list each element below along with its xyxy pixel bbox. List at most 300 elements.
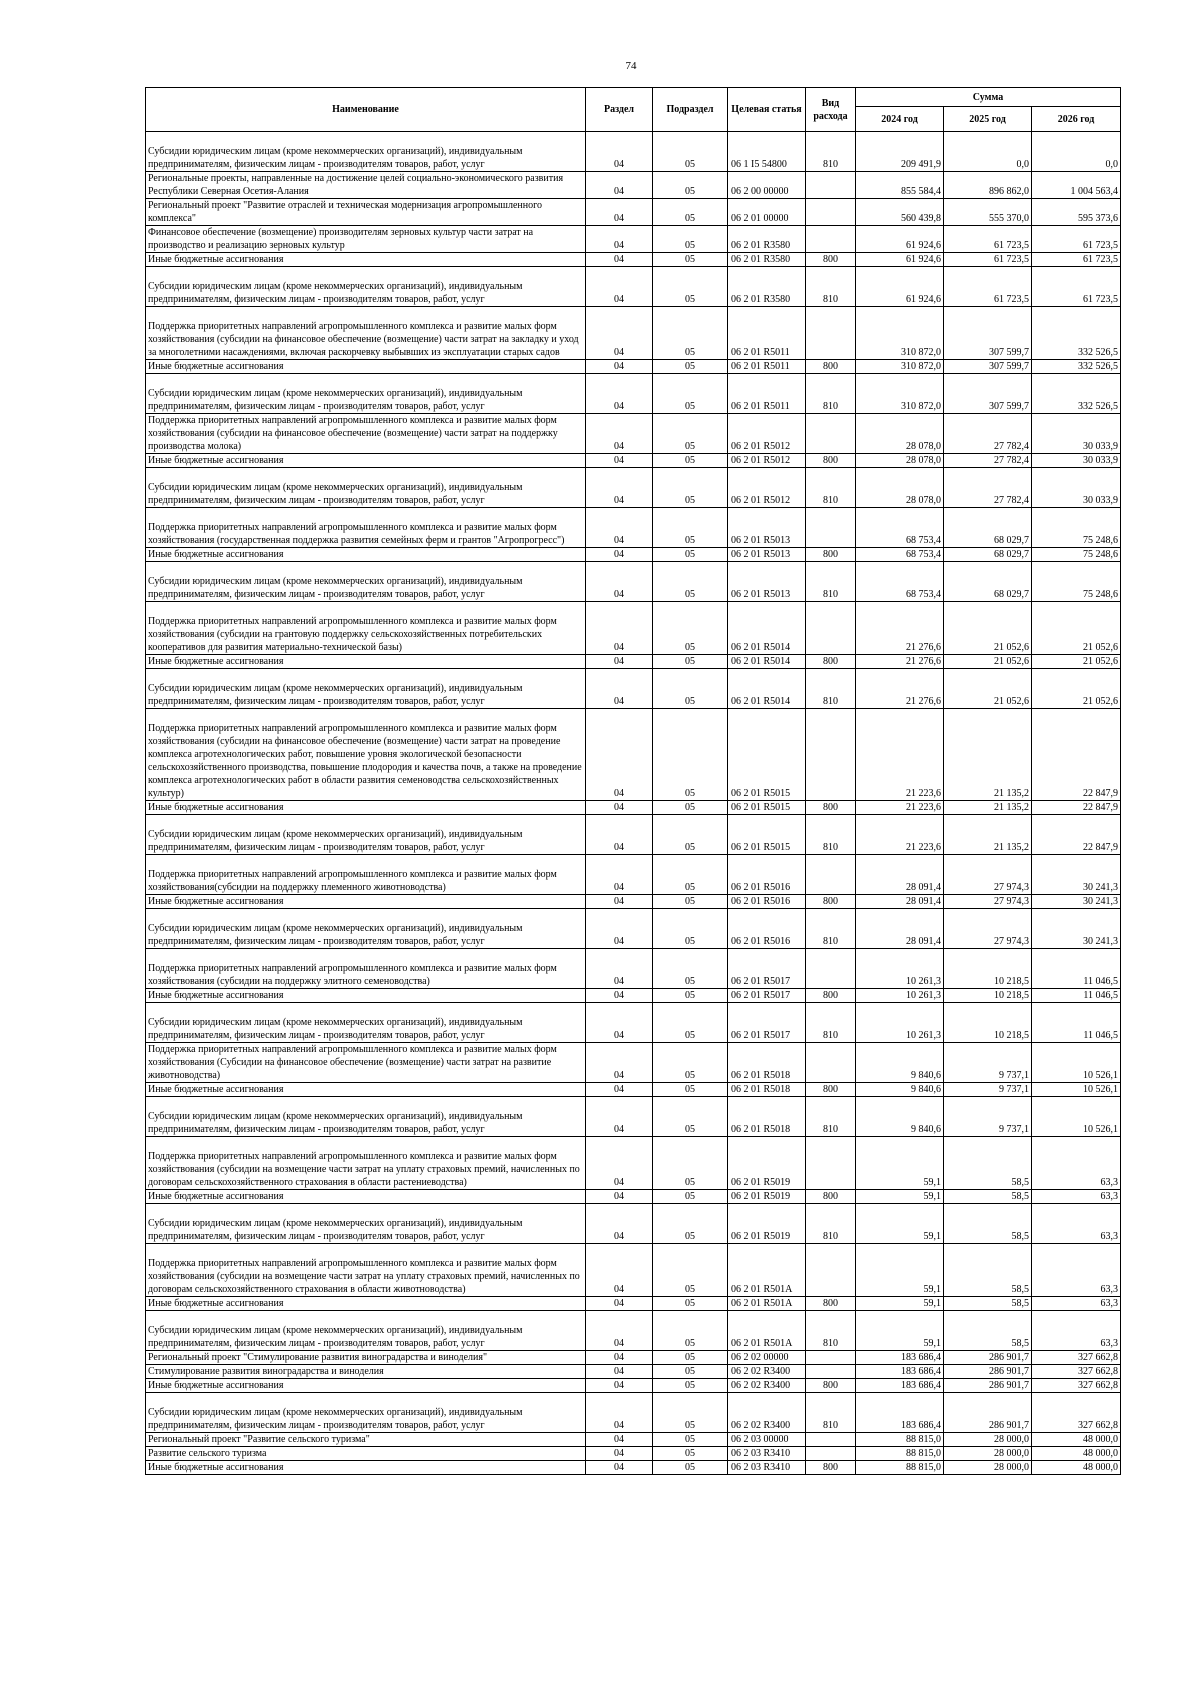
row-kind: 800 [806,1461,856,1475]
row-section: 04 [586,895,653,909]
table-row [146,1083,1121,1097]
row-section: 04 [586,1365,653,1379]
row-target: 06 2 01 R5015 [728,815,806,855]
row-section: 04 [586,132,653,172]
row-sum-2026: 21 052,6 [1032,655,1121,669]
row-name: Иные бюджетные ассигнования [146,1297,586,1311]
table-row [146,454,1121,468]
row-section: 04 [586,949,653,989]
row-subsection: 05 [653,1433,728,1447]
row-subsection: 05 [653,374,728,414]
row-sum-2026: 10 526,1 [1032,1043,1121,1083]
row-section: 04 [586,815,653,855]
row-target: 06 2 01 R5013 [728,562,806,602]
row-section: 04 [586,909,653,949]
row-sum-2026: 10 526,1 [1032,1083,1121,1097]
budget-table [145,87,1121,1475]
row-kind [806,414,856,454]
row-sum-2024: 68 753,4 [856,562,944,602]
row-target: 06 2 01 R5018 [728,1097,806,1137]
row-target: 06 2 01 R5013 [728,548,806,562]
table-row [146,1447,1121,1461]
row-sum-2026: 21 052,6 [1032,602,1121,655]
row-kind [806,307,856,360]
row-sum-2025: 27 974,3 [944,895,1032,909]
row-subsection: 05 [653,709,728,801]
row-subsection: 05 [653,1003,728,1043]
row-sum-2026: 0,0 [1032,132,1121,172]
row-kind: 810 [806,562,856,602]
row-sum-2026: 11 046,5 [1032,949,1121,989]
row-subsection: 05 [653,548,728,562]
row-target: 06 2 01 R5016 [728,895,806,909]
row-target: 06 1 I5 54800 [728,132,806,172]
row-section: 04 [586,360,653,374]
row-target: 06 2 01 R5016 [728,855,806,895]
row-kind: 810 [806,1097,856,1137]
row-sum-2026: 1 004 563,4 [1032,172,1121,199]
table-row [146,1043,1121,1083]
row-sum-2025: 68 029,7 [944,562,1032,602]
row-section: 04 [586,1097,653,1137]
row-sum-2024: 183 686,4 [856,1393,944,1433]
row-kind: 800 [806,655,856,669]
row-name: Региональный проект "Стимулирование развития виноградарства и виноделия" [146,1351,586,1365]
row-kind [806,1351,856,1365]
row-name: Региональные проекты, направленные на достижение целей социально-экономического развития Республики Северная Осетия-Алания [146,172,586,199]
row-sum-2024: 183 686,4 [856,1379,944,1393]
row-sum-2026: 21 052,6 [1032,669,1121,709]
table-row [146,1297,1121,1311]
row-name: Стимулирование развития виноградарства и виноделия [146,1365,586,1379]
table-row [146,1204,1121,1244]
row-target: 06 2 01 R501A [728,1311,806,1351]
row-sum-2024: 28 091,4 [856,855,944,895]
table-row [146,548,1121,562]
row-target: 06 2 01 R5011 [728,307,806,360]
row-sum-2026: 63,3 [1032,1311,1121,1351]
row-kind: 810 [806,1393,856,1433]
header-name: Наименование [146,88,586,132]
table-row [146,949,1121,989]
row-name: Региональный проект "Развитие сельского туризма" [146,1433,586,1447]
row-sum-2026: 48 000,0 [1032,1447,1121,1461]
row-target: 06 2 01 R5017 [728,949,806,989]
row-sum-2024: 28 078,0 [856,454,944,468]
row-sum-2024: 310 872,0 [856,307,944,360]
row-sum-2024: 10 261,3 [856,989,944,1003]
row-subsection: 05 [653,226,728,253]
row-target: 06 2 00 00000 [728,172,806,199]
row-kind [806,1244,856,1297]
row-sum-2025: 10 218,5 [944,989,1032,1003]
row-sum-2024: 310 872,0 [856,360,944,374]
row-sum-2025: 27 782,4 [944,414,1032,454]
row-sum-2025: 68 029,7 [944,548,1032,562]
row-name: Иные бюджетные ассигнования [146,454,586,468]
row-subsection: 05 [653,669,728,709]
row-sum-2024: 183 686,4 [856,1351,944,1365]
table-row [146,1097,1121,1137]
row-subsection: 05 [653,1083,728,1097]
row-name: Субсидии юридическим лицам (кроме некоммерческих организаций), индивидуальным предпринимателям, физическим лицам - производителям товаров, работ, услуг [146,815,586,855]
row-target: 06 2 01 R3580 [728,267,806,307]
row-section: 04 [586,801,653,815]
row-sum-2025: 307 599,7 [944,360,1032,374]
row-sum-2024: 9 840,6 [856,1083,944,1097]
table-row [146,172,1121,199]
row-sum-2025: 61 723,5 [944,226,1032,253]
row-sum-2025: 58,5 [944,1244,1032,1297]
row-target: 06 2 01 R5019 [728,1204,806,1244]
row-name: Субсидии юридическим лицам (кроме некоммерческих организаций), индивидуальным предпринимателям, физическим лицам - производителям товаров, работ, услуг [146,267,586,307]
row-kind: 810 [806,1311,856,1351]
row-target: 06 2 01 R5014 [728,669,806,709]
row-kind [806,949,856,989]
row-target: 06 2 03 R3410 [728,1447,806,1461]
row-subsection: 05 [653,1447,728,1461]
row-subsection: 05 [653,1297,728,1311]
row-name: Иные бюджетные ассигнования [146,655,586,669]
row-sum-2026: 63,3 [1032,1297,1121,1311]
row-section: 04 [586,1244,653,1297]
row-section: 04 [586,1461,653,1475]
row-sum-2026: 30 241,3 [1032,855,1121,895]
row-kind [806,172,856,199]
row-target: 06 2 01 R5012 [728,414,806,454]
row-name: Субсидии юридическим лицам (кроме некоммерческих организаций), индивидуальным предпринимателям, физическим лицам - производителям товаров, работ, услуг [146,1097,586,1137]
row-sum-2026: 48 000,0 [1032,1433,1121,1447]
row-name: Региональный проект "Развитие отраслей и техническая модернизация агропромышленного комплекса" [146,199,586,226]
row-sum-2024: 61 924,6 [856,253,944,267]
row-sum-2026: 332 526,5 [1032,307,1121,360]
table-row [146,267,1121,307]
row-kind: 810 [806,1204,856,1244]
row-kind [806,855,856,895]
row-sum-2026: 48 000,0 [1032,1461,1121,1475]
row-sum-2025: 58,5 [944,1137,1032,1190]
row-section: 04 [586,468,653,508]
row-section: 04 [586,1311,653,1351]
table-row [146,307,1121,360]
row-sum-2025: 10 218,5 [944,949,1032,989]
row-section: 04 [586,602,653,655]
row-sum-2024: 183 686,4 [856,1365,944,1379]
header-row [146,88,1121,107]
row-sum-2024: 209 491,9 [856,132,944,172]
row-subsection: 05 [653,1204,728,1244]
header-2024: 2024 год [856,107,944,132]
row-name: Поддержка приоритетных направлений агропромышленного комплекса и развитие малых форм хозяйствования (субсидии на финансовое обеспечение (возмещение) части затрат на проведение комплекса агротехнологических работ, повышение уровня экологической безопасности сельскохозяйственного производства, повышение плодородия и качества почв, а также на проведение комплекса агротехнологических работ в области развития семеноводства сельскохозяйственных культур) [146,709,586,801]
row-target: 06 2 01 R5017 [728,1003,806,1043]
table-row [146,132,1121,172]
row-sum-2026: 75 248,6 [1032,508,1121,548]
row-name: Субсидии юридическим лицам (кроме некоммерческих организаций), индивидуальным предпринимателям, физическим лицам - производителям товаров, работ, услуг [146,132,586,172]
row-sum-2026: 327 662,8 [1032,1365,1121,1379]
table-row [146,1365,1121,1379]
row-subsection: 05 [653,1244,728,1297]
row-kind: 800 [806,360,856,374]
row-sum-2024: 21 276,6 [856,602,944,655]
row-target: 06 2 02 00000 [728,1351,806,1365]
row-subsection: 05 [653,1043,728,1083]
row-kind [806,1447,856,1461]
row-section: 04 [586,1137,653,1190]
row-kind [806,226,856,253]
row-subsection: 05 [653,895,728,909]
row-kind: 810 [806,815,856,855]
page-number: 74 [625,60,637,72]
table-row [146,508,1121,548]
row-section: 04 [586,1351,653,1365]
row-subsection: 05 [653,253,728,267]
row-target: 06 2 01 R5011 [728,360,806,374]
table-row [146,801,1121,815]
table-row [146,360,1121,374]
row-subsection: 05 [653,132,728,172]
row-target: 06 2 01 00000 [728,199,806,226]
header-target: Целевая статья [728,88,806,132]
row-kind: 800 [806,1190,856,1204]
row-name: Поддержка приоритетных направлений агропромышленного комплекса и развитие малых форм хозяйствования (субсидии на грантовую поддержку сельскохозяйственных потребительских кооперативов для развития материально-технической базы) [146,602,586,655]
row-kind [806,1365,856,1379]
row-subsection: 05 [653,949,728,989]
row-name: Субсидии юридическим лицам (кроме некоммерческих организаций), индивидуальным предпринимателям, физическим лицам - производителям товаров, работ, услуг [146,1204,586,1244]
row-sum-2026: 22 847,9 [1032,709,1121,801]
row-sum-2025: 27 782,4 [944,468,1032,508]
row-name: Субсидии юридическим лицам (кроме некоммерческих организаций), индивидуальным предпринимателям, физическим лицам - производителям товаров, работ, услуг [146,669,586,709]
row-kind: 800 [806,1083,856,1097]
row-sum-2024: 9 840,6 [856,1097,944,1137]
row-section: 04 [586,267,653,307]
row-sum-2024: 9 840,6 [856,1043,944,1083]
row-sum-2024: 21 223,6 [856,709,944,801]
row-name: Поддержка приоритетных направлений агропромышленного комплекса и развитие малых форм хозяйствования (Субсидии на финансовое обеспечение (возмещение) части затрат на развитие животноводства) [146,1043,586,1083]
table-row [146,1244,1121,1297]
row-subsection: 05 [653,1190,728,1204]
table-row [146,655,1121,669]
row-sum-2024: 28 091,4 [856,909,944,949]
table-row [146,1433,1121,1447]
table-body [146,132,1121,1475]
table-row [146,855,1121,895]
row-sum-2026: 61 723,5 [1032,226,1121,253]
row-subsection: 05 [653,602,728,655]
row-sum-2026: 63,3 [1032,1190,1121,1204]
row-target: 06 2 03 R3410 [728,1461,806,1475]
row-section: 04 [586,508,653,548]
row-target: 06 2 03 00000 [728,1433,806,1447]
row-sum-2024: 10 261,3 [856,949,944,989]
table-row [146,199,1121,226]
row-sum-2024: 68 753,4 [856,508,944,548]
row-target: 06 2 01 R5019 [728,1190,806,1204]
row-kind [806,602,856,655]
row-sum-2024: 59,1 [856,1204,944,1244]
row-subsection: 05 [653,172,728,199]
row-sum-2026: 63,3 [1032,1137,1121,1190]
row-target: 06 2 01 R5014 [728,655,806,669]
row-sum-2025: 27 974,3 [944,909,1032,949]
row-sum-2025: 286 901,7 [944,1365,1032,1379]
row-name: Поддержка приоритетных направлений агропромышленного комплекса и развитие малых форм хозяйствования (субсидии на поддержку элитного семеноводства) [146,949,586,989]
row-sum-2026: 327 662,8 [1032,1379,1121,1393]
row-sum-2026: 595 373,6 [1032,199,1121,226]
row-sum-2025: 896 862,0 [944,172,1032,199]
row-name: Иные бюджетные ассигнования [146,548,586,562]
row-section: 04 [586,307,653,360]
row-sum-2024: 88 815,0 [856,1433,944,1447]
row-target: 06 2 01 R5015 [728,709,806,801]
row-kind: 810 [806,669,856,709]
row-sum-2025: 27 974,3 [944,855,1032,895]
row-sum-2025: 58,5 [944,1311,1032,1351]
row-section: 04 [586,1393,653,1433]
row-section: 04 [586,374,653,414]
row-section: 04 [586,655,653,669]
row-kind [806,508,856,548]
row-name: Поддержка приоритетных направлений агропромышленного комплекса и развитие малых форм хозяйствования (субсидии на возмещение части затрат на уплату страховых премий, начисленных по договорам сельскохозяйственного страхования в области растениеводства) [146,1137,586,1190]
table-row [146,895,1121,909]
row-subsection: 05 [653,801,728,815]
row-name: Поддержка приоритетных направлений агропромышленного комплекса и развитие малых форм хозяйствования(субсидии на поддержку племенного животноводства) [146,855,586,895]
row-section: 04 [586,1297,653,1311]
row-subsection: 05 [653,1097,728,1137]
row-sum-2024: 59,1 [856,1190,944,1204]
table-row [146,669,1121,709]
row-sum-2025: 9 737,1 [944,1043,1032,1083]
row-kind [806,199,856,226]
row-kind: 810 [806,132,856,172]
row-kind: 810 [806,267,856,307]
row-name: Иные бюджетные ассигнования [146,253,586,267]
row-subsection: 05 [653,360,728,374]
row-subsection: 05 [653,1351,728,1365]
row-sum-2025: 10 218,5 [944,1003,1032,1043]
row-sum-2024: 10 261,3 [856,1003,944,1043]
row-target: 06 2 02 R3400 [728,1365,806,1379]
row-kind: 800 [806,1297,856,1311]
row-subsection: 05 [653,1379,728,1393]
row-sum-2025: 9 737,1 [944,1083,1032,1097]
header-2025: 2025 год [944,107,1032,132]
row-kind [806,1137,856,1190]
table-row [146,1003,1121,1043]
row-subsection: 05 [653,655,728,669]
row-sum-2025: 21 135,2 [944,709,1032,801]
row-sum-2026: 30 241,3 [1032,909,1121,949]
row-sum-2026: 30 033,9 [1032,414,1121,454]
row-name: Иные бюджетные ассигнования [146,1190,586,1204]
row-sum-2024: 21 276,6 [856,655,944,669]
row-sum-2026: 332 526,5 [1032,374,1121,414]
row-target: 06 2 01 R5013 [728,508,806,548]
row-name: Иные бюджетные ассигнования [146,989,586,1003]
row-sum-2025: 307 599,7 [944,307,1032,360]
row-kind [806,1433,856,1447]
row-name: Иные бюджетные ассигнования [146,801,586,815]
row-target: 06 2 01 R3580 [728,226,806,253]
row-kind: 800 [806,253,856,267]
row-sum-2025: 28 000,0 [944,1461,1032,1475]
row-subsection: 05 [653,267,728,307]
row-target: 06 2 01 R501A [728,1244,806,1297]
row-sum-2026: 63,3 [1032,1204,1121,1244]
table-row [146,1351,1121,1365]
row-sum-2025: 286 901,7 [944,1351,1032,1365]
row-name: Иные бюджетные ассигнования [146,360,586,374]
row-target: 06 2 02 R3400 [728,1393,806,1433]
row-sum-2025: 21 135,2 [944,815,1032,855]
row-sum-2025: 21 052,6 [944,669,1032,709]
row-name: Иные бюджетные ассигнования [146,1083,586,1097]
row-section: 04 [586,562,653,602]
row-name: Поддержка приоритетных направлений агропромышленного комплекса и развитие малых форм хозяйствования (субсидии на финансовое обеспечение (возмещение) части затрат на закладку и уход за многолетними насаждениями, включая раскорчевку выбывших из эксплуатации старых садов [146,307,586,360]
row-sum-2024: 310 872,0 [856,374,944,414]
row-target: 06 2 01 R5018 [728,1043,806,1083]
row-kind: 800 [806,548,856,562]
row-sum-2026: 30 033,9 [1032,454,1121,468]
row-subsection: 05 [653,1311,728,1351]
row-sum-2024: 560 439,8 [856,199,944,226]
row-sum-2025: 286 901,7 [944,1379,1032,1393]
row-sum-2025: 21 052,6 [944,655,1032,669]
row-target: 06 2 01 R5011 [728,374,806,414]
table-row [146,1137,1121,1190]
row-name: Развитие сельского туризма [146,1447,586,1461]
row-name: Иные бюджетные ассигнования [146,895,586,909]
row-sum-2024: 59,1 [856,1311,944,1351]
table-row [146,815,1121,855]
table-row [146,709,1121,801]
row-subsection: 05 [653,815,728,855]
row-sum-2025: 58,5 [944,1190,1032,1204]
row-kind [806,1043,856,1083]
row-kind: 800 [806,801,856,815]
row-sum-2024: 88 815,0 [856,1461,944,1475]
row-target: 06 2 02 R3400 [728,1379,806,1393]
row-section: 04 [586,1043,653,1083]
row-kind: 800 [806,1379,856,1393]
row-subsection: 05 [653,508,728,548]
header-sum: Сумма [856,88,1121,107]
row-subsection: 05 [653,454,728,468]
row-name: Поддержка приоритетных направлений агропромышленного комплекса и развитие малых форм хозяйствования (субсидии на финансовое обеспечение (возмещение) части затрат на поддержку производства молока) [146,414,586,454]
row-kind: 800 [806,989,856,1003]
table-row [146,374,1121,414]
row-section: 04 [586,199,653,226]
row-target: 06 2 01 R5012 [728,468,806,508]
row-sum-2025: 28 000,0 [944,1433,1032,1447]
row-section: 04 [586,989,653,1003]
row-sum-2025: 61 723,5 [944,253,1032,267]
row-target: 06 2 01 R5014 [728,602,806,655]
row-subsection: 05 [653,562,728,602]
row-section: 04 [586,454,653,468]
table-row [146,1311,1121,1351]
row-name: Поддержка приоритетных направлений агропромышленного комплекса и развитие малых форм хозяйствования (субсидии на возмещение части затрат на уплату страховых премий, начисленных по договорам сельскохозяйственного страхования в области животноводства) [146,1244,586,1297]
row-sum-2026: 75 248,6 [1032,548,1121,562]
row-section: 04 [586,226,653,253]
row-sum-2025: 0,0 [944,132,1032,172]
row-name: Субсидии юридическим лицам (кроме некоммерческих организаций), индивидуальным предпринимателям, физическим лицам - производителям товаров, работ, услуг [146,374,586,414]
row-sum-2026: 30 241,3 [1032,895,1121,909]
row-sum-2026: 75 248,6 [1032,562,1121,602]
table-row [146,226,1121,253]
row-target: 06 2 01 R5015 [728,801,806,815]
row-target: 06 2 01 R5016 [728,909,806,949]
row-section: 04 [586,1379,653,1393]
